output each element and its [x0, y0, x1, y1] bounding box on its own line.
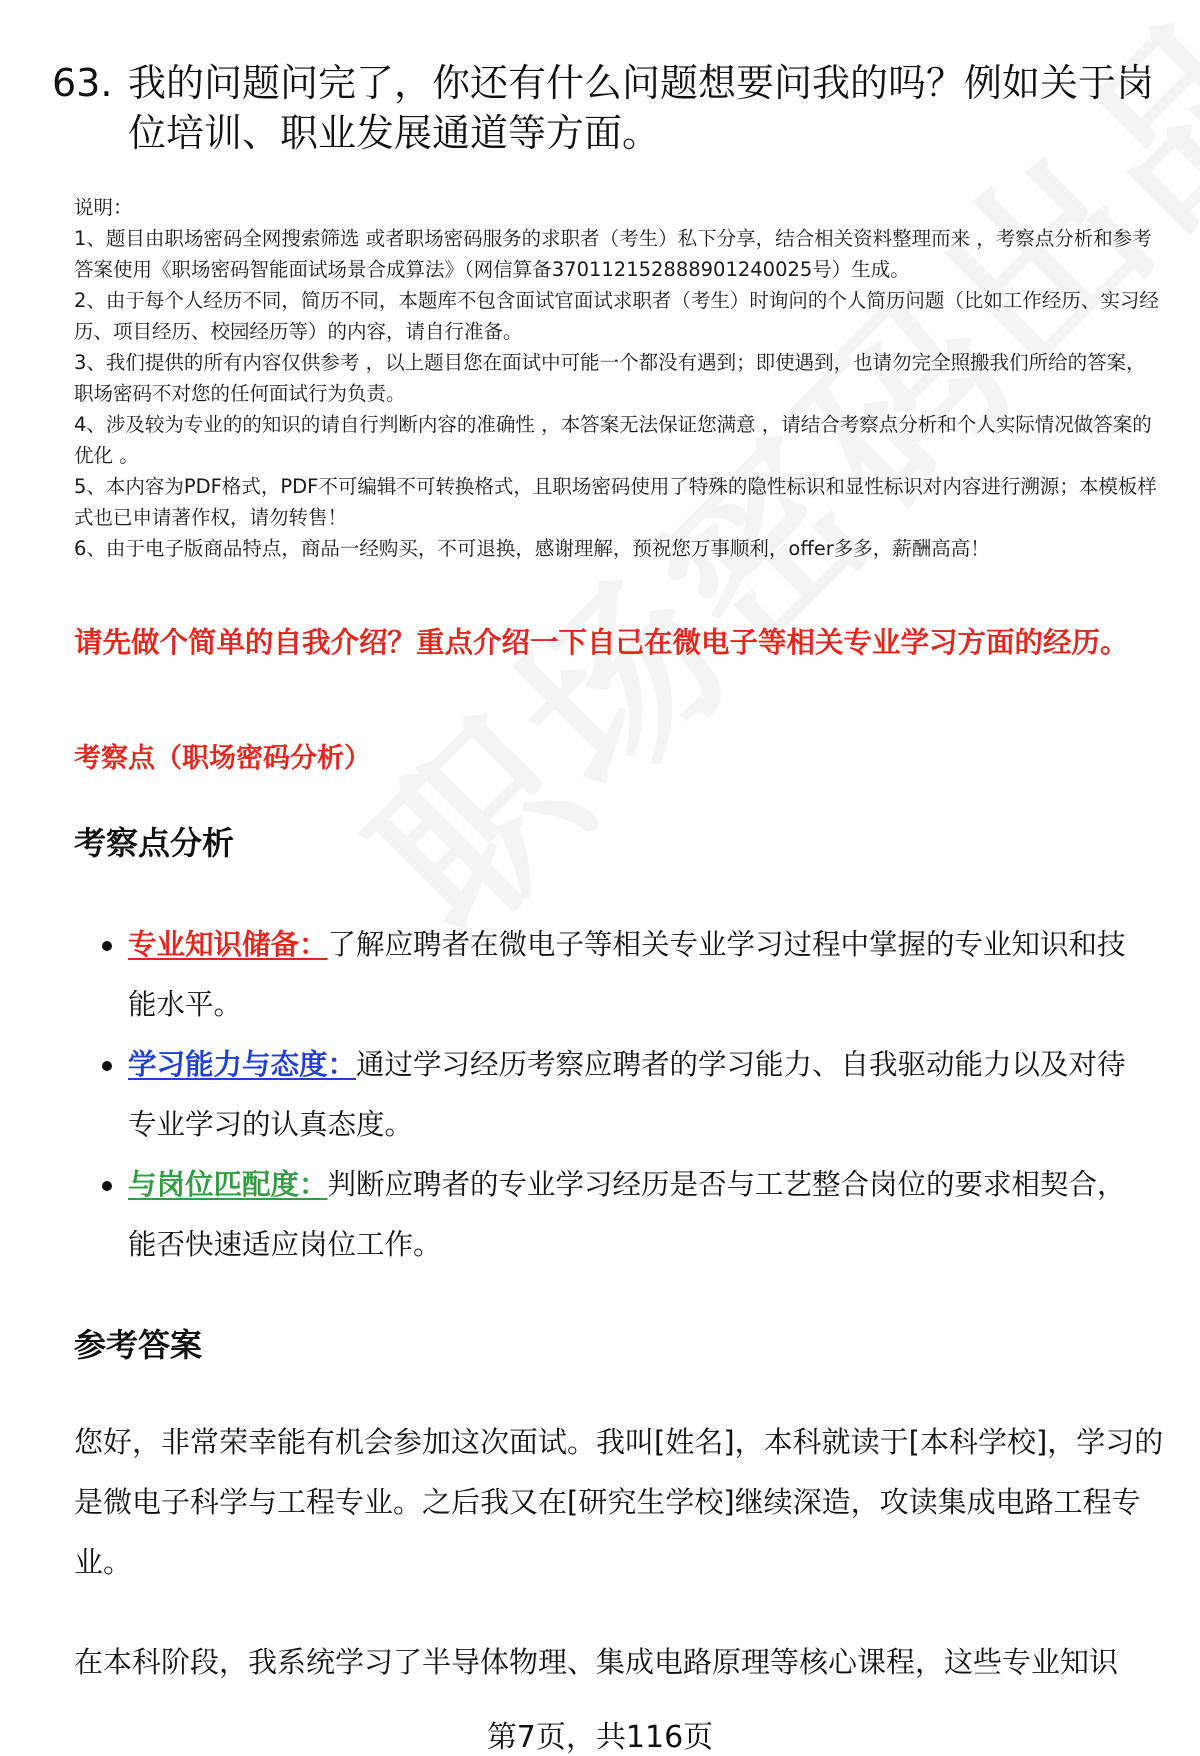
- note-item: 2、由于每个人经历不同，简历不同，本题库不包含面试官面试求职者（考生）时询问的个人简历问题（比如工作经历、实习经历、项目经历、校园经历等）的内容，请自行准备。: [74, 289, 1159, 343]
- analysis-item: [74, 1035, 1154, 1155]
- note-item: 3、我们提供的所有内容仅供参考 ，以上题目您在面试中可能一个都没有遇到；即使遇到，也请勿完全照搬我们所给的答案，职场密码不对您的任何面试行为负责。: [74, 351, 1146, 405]
- sample-question: 请先做个简单的自我介绍？重点介绍一下自己在微电子等相关专业学习方面的经历。: [74, 626, 1129, 659]
- bullet-icon: [102, 1061, 112, 1071]
- analysis-key: 与岗位匹配度：: [128, 1168, 328, 1201]
- analysis-text: 通过学习经历考察应聘者的学习能力、自我驱动能力以及对待专业学习的认真态度。: [128, 1048, 1126, 1141]
- answer-body: [74, 1412, 1164, 1732]
- answer-paragraph: 在本科阶段，我系统学习了半导体物理、集成电路原理等核心课程，这些专业知识: [74, 1645, 1119, 1679]
- analysis-key: 专业知识储备：: [128, 928, 328, 961]
- analysis-key: 学习能力与态度：: [128, 1048, 357, 1081]
- question-title: [52, 58, 1162, 158]
- analysis-subtitle: 考察点（职场密码分析）: [74, 743, 371, 774]
- analysis-list: [74, 915, 1154, 1275]
- analysis-text: 了解应聘者在微电子等相关专业学习过程中掌握的专业知识和技能水平。: [128, 928, 1126, 1021]
- page-footer: 第7页，共116页: [486, 1720, 714, 1755]
- answer-heading: 参考答案: [74, 1326, 203, 1364]
- bullet-icon: [102, 941, 112, 951]
- analysis-item: [74, 1155, 1154, 1275]
- note-item: 5、本内容为PDF格式，PDF不可编辑不可转换格式，且职场密码使用了特殊的隐性标识和显性标识对内容进行溯源；本模板样式也已申请著作权，请勿转售！: [74, 475, 1157, 529]
- note-item: 1、题目由职场密码全网搜索筛选 或者职场密码服务的求职者（考生）私下分享，结合相关资料整理而来 ，考察点分析和参考答案使用《职场密码智能面试场景合成算法》（网信算备370112152888901240025号）生成。: [74, 227, 1152, 281]
- note-item: 6、由于电子版商品特点，商品一经购买，不可退换，感谢理解，预祝您万事顺利，offer多多，薪酬高高！: [74, 537, 990, 560]
- question-number: 63.: [52, 61, 113, 105]
- analysis-text: 判断应聘者的专业学习经历是否与工艺整合岗位的要求相契合，能否快速适应岗位工作。: [128, 1168, 1126, 1261]
- note-item: 4、涉及较为专业的的知识的请自行判断内容的准确性 ，本答案无法保证您满意 ，请结合考察点分析和个人实际情况做答案的优化 。: [74, 413, 1152, 467]
- notes-section: [74, 192, 1164, 564]
- analysis-item: [74, 915, 1154, 1035]
- answer-paragraph: 您好，非常荣幸能有机会参加这次面试。我叫[姓名]，本科就读于[本科学校]，学习的是微电子科学与工程专业。之后我又在[研究生学校]继续深造，攻读集成电路工程专业。: [74, 1425, 1164, 1579]
- bullet-icon: [102, 1181, 112, 1191]
- analysis-heading: 考察点分析: [74, 824, 235, 862]
- notes-label: 说明：: [74, 196, 133, 219]
- question-text: 我的问题问完了，你还有什么问题想要问我的吗？例如关于岗位培训、职业发展通道等方面。: [128, 61, 1155, 155]
